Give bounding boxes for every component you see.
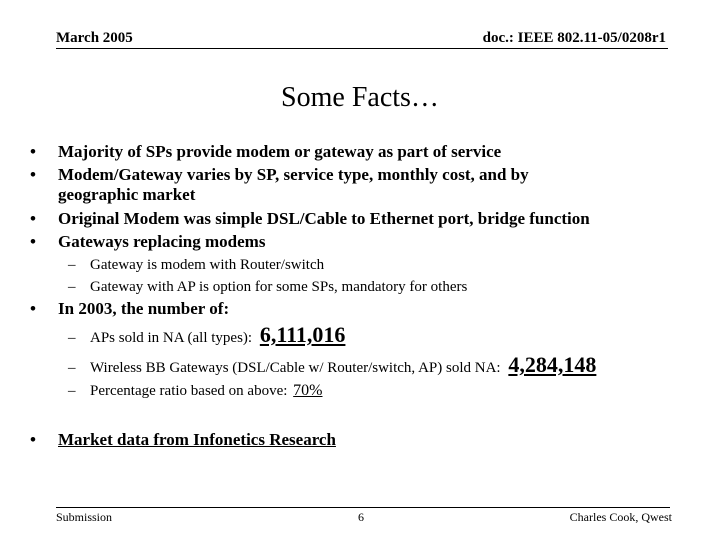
sub-bullet-text: Gateway is modem with Router/switch (90, 257, 325, 273)
bullet-marker: • (30, 165, 36, 184)
bullet-marker: • (30, 232, 36, 251)
bullet-marker: • (30, 142, 36, 161)
stat-gw-label: Wireless BB Gateways (DSL/Cable w/ Router/switch, AP) sold NA: (90, 360, 501, 376)
stat-gw-row (68, 352, 597, 378)
bullet-text-continued: geographic market (58, 185, 196, 204)
sub-bullet-marker: – (68, 330, 76, 346)
sub-bullet-marker: – (68, 360, 76, 376)
sub-bullet-marker: – (68, 257, 76, 273)
footer-rule (56, 507, 670, 508)
bullet-item (0, 208, 720, 229)
bullet-item (0, 429, 720, 450)
slide-title: Some Facts… (281, 82, 439, 113)
source-note: Market data from Infonetics Research (58, 430, 336, 449)
header-doc-id: doc.: IEEE 802.11-05/0208r1 (482, 30, 666, 46)
footer-submission: Submission (56, 510, 113, 524)
stat-ratio-label: Percentage ratio based on above: (90, 383, 288, 399)
sub-bullet-marker: – (68, 279, 76, 295)
bullet-item (0, 298, 720, 319)
stat-ap-label: APs sold in NA (all types): (90, 330, 253, 346)
stat-ratio-row (68, 381, 323, 401)
bullet-text: Original Modem was simple DSL/Cable to Ethernet port, bridge function (58, 209, 590, 228)
sub-bullet-marker: – (68, 383, 76, 399)
sub-bullet-text: Gateway with AP is option for some SPs, mandatory for others (90, 279, 468, 295)
bullet-text: Gateways replacing modems (58, 232, 266, 251)
sub-bullet-item (68, 255, 324, 275)
stat-ap-row (68, 322, 346, 348)
stat-ratio-value: 70% (293, 382, 323, 399)
stat-ap-value: 6,111,016 (259, 322, 346, 347)
stat-gw-value: 4,284,148 (508, 352, 597, 377)
header-date: March 2005 (56, 30, 133, 46)
bullet-item (0, 231, 720, 252)
bullet-marker: • (30, 299, 36, 318)
bullet-item (0, 141, 720, 162)
bullet-text: Modem/Gateway varies by SP, service type, monthly cost, and by (58, 165, 529, 184)
bullet-marker: • (30, 430, 36, 449)
footer-page-number: 6 (358, 510, 364, 524)
bullet-text: Majority of SPs provide modem or gateway as part of service (58, 142, 502, 161)
bullet-item (0, 164, 720, 206)
header-rule (56, 48, 668, 49)
bullet-marker: • (30, 209, 36, 228)
footer-author: Charles Cook, Qwest (569, 510, 672, 524)
sub-bullet-item (68, 277, 467, 297)
stats-heading: In 2003, the number of: (58, 299, 230, 318)
